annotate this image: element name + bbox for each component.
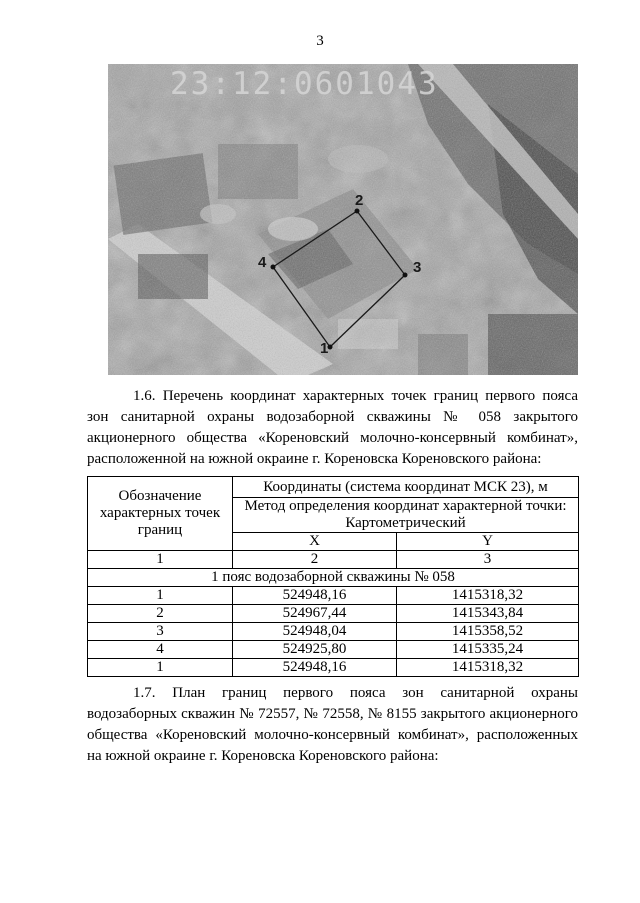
- group-title: 1 пояс водозаборной скважины № 058: [88, 569, 579, 587]
- table-row: [88, 659, 579, 677]
- x-cell: 524948,16: [233, 659, 397, 677]
- header-coords: Координаты (система координат МСК 23), м: [233, 477, 579, 498]
- x-cell: 524925,80: [233, 641, 397, 659]
- point-label: 2: [355, 192, 364, 209]
- aerial-photo: [108, 64, 578, 375]
- group-title-row: [88, 569, 579, 587]
- section-1-7-paragraph: [87, 683, 578, 767]
- point-cell: 1: [88, 659, 233, 677]
- y-cell: 1415343,84: [397, 605, 579, 623]
- column-numbers-row: [88, 551, 579, 569]
- point-cell: 4: [88, 641, 233, 659]
- y-cell: 1415358,52: [397, 623, 579, 641]
- header-method: Метод определения координат характерной точки: Картометрический: [233, 498, 579, 533]
- point-label: 4: [258, 254, 267, 271]
- aerial-photo-image: [108, 64, 578, 375]
- x-cell: 524948,16: [233, 587, 397, 605]
- page-number: 3: [316, 33, 324, 49]
- point-cell: 3: [88, 623, 233, 641]
- point-cell: 2: [88, 605, 233, 623]
- section-1-7-text: 1.7. План границ первого пояса зон санитарной охраны водозаборных скважин № 72557, № 72558, № 8155 закрытого акционерного общества «Кореновский молочно-консервный комбинат», расположенных на южной окраине г. Кореновска Кореновского района:: [87, 685, 578, 764]
- y-cell: 1415335,24: [397, 641, 579, 659]
- point-label: 3: [413, 259, 422, 276]
- header-y: Y: [397, 533, 579, 551]
- x-cell: 524967,44: [233, 605, 397, 623]
- table-row: [88, 587, 579, 605]
- y-cell: 1415318,32: [397, 587, 579, 605]
- section-1-6-text: 1.6. Перечень координат характерных точек границ первого пояса зон санитарной охраны водозаборной скважины № 058 закрытого акционерного общества «Кореновский молочно-консервный комбинат», расположенной на южной окраине г. Кореновска Кореновского района:: [87, 388, 578, 467]
- table-row: [88, 605, 579, 623]
- column-number: 2: [233, 551, 397, 569]
- section-1-6-paragraph: [87, 386, 578, 470]
- header-designation: Обозначение характерных точек границ: [88, 477, 233, 551]
- column-number: 3: [397, 551, 579, 569]
- table-row: [88, 641, 579, 659]
- column-number: 1: [88, 551, 233, 569]
- y-cell: 1415318,32: [397, 659, 579, 677]
- table-row: [88, 623, 579, 641]
- photo-timestamp: 23:12:0601043: [170, 66, 439, 102]
- header-x: X: [233, 533, 397, 551]
- coordinates-table: [87, 476, 579, 677]
- point-label: 1: [320, 340, 329, 357]
- table-header-row: [88, 477, 579, 498]
- point-cell: 1: [88, 587, 233, 605]
- x-cell: 524948,04: [233, 623, 397, 641]
